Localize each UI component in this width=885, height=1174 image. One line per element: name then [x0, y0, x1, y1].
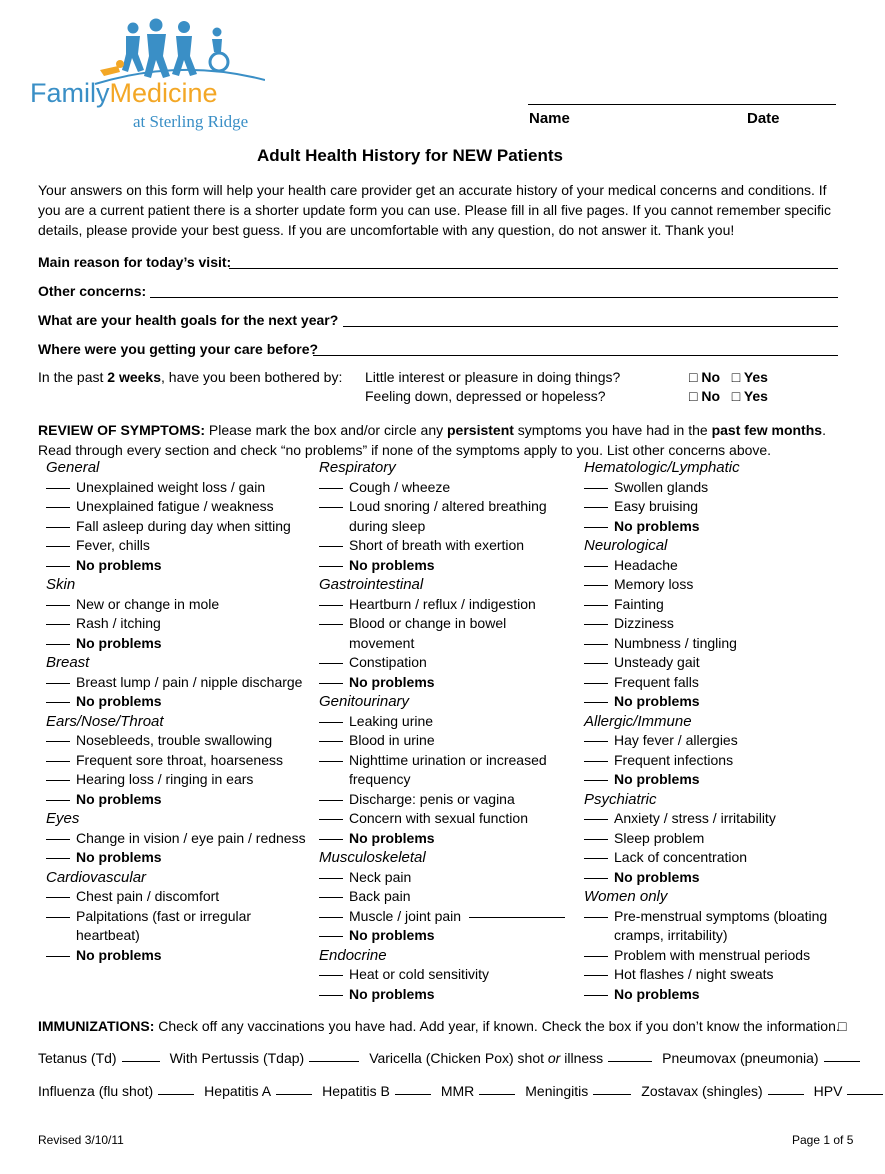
- symptom-label: No problems: [76, 946, 162, 963]
- symptom-item: [46, 674, 302, 690]
- check-blank[interactable]: [319, 936, 343, 937]
- symptom-item: [46, 771, 253, 787]
- symptom-label: No problems: [614, 693, 700, 709]
- section-heading: Hematologic/Lymphatic: [584, 459, 740, 476]
- check-blank[interactable]: [46, 956, 70, 957]
- symptom-label: Rash / itching: [76, 615, 161, 631]
- prior-care-label: Where were you getting your care before?: [38, 341, 319, 357]
- symptom-label: Nosebleeds, trouble swallowing: [76, 732, 273, 748]
- check-blank[interactable]: [584, 605, 608, 606]
- symptom-item: [319, 966, 489, 982]
- symptom-label: Headache: [614, 556, 678, 573]
- check-blank[interactable]: [319, 624, 343, 625]
- symptom-item: [584, 732, 738, 748]
- logo-text-family: Family: [30, 78, 110, 108]
- symptom-label: No problems: [614, 771, 700, 787]
- symptom-label: Dizziness: [614, 615, 674, 631]
- check-blank[interactable]: [319, 839, 343, 840]
- no-problems-item: [584, 518, 700, 534]
- no-problems-item: [46, 791, 162, 807]
- symptom-item: [46, 888, 219, 904]
- symptom-label: No problems: [76, 634, 162, 651]
- symptom-label: Cough / wheeze: [349, 478, 451, 495]
- screen-q2-options: [689, 388, 768, 404]
- check-blank[interactable]: [319, 546, 343, 547]
- joint-pain-detail-field[interactable]: [469, 917, 565, 918]
- immunization-item: HPV: [814, 1083, 885, 1099]
- check-blank[interactable]: [46, 761, 70, 762]
- no-problems-item: [46, 557, 162, 573]
- symptom-item: [584, 479, 708, 495]
- revision-date: Revised 3/10/11: [38, 1133, 124, 1147]
- symptom-label: No problems: [349, 556, 435, 573]
- section-heading: Women only: [584, 888, 668, 905]
- no-problems-item: [584, 869, 700, 885]
- symptom-item: [584, 635, 737, 651]
- no-problems-item: [46, 693, 162, 709]
- check-blank[interactable]: [584, 780, 608, 781]
- section-heading: Respiratory: [319, 459, 396, 476]
- check-blank[interactable]: [584, 741, 608, 742]
- check-blank[interactable]: [319, 722, 343, 723]
- practice-logo: [30, 18, 300, 138]
- check-blank[interactable]: [46, 917, 70, 918]
- symptom-label: No problems: [614, 868, 700, 885]
- other-concerns-label: Other concerns:: [38, 283, 147, 299]
- symptom-item: [319, 479, 450, 495]
- symptom-item: [584, 674, 699, 690]
- symptom-item: [319, 713, 433, 729]
- symptom-label: No problems: [76, 556, 162, 573]
- symptom-label: Easy bruising: [614, 498, 699, 514]
- prior-care-field[interactable]: [313, 355, 838, 356]
- check-blank[interactable]: [319, 995, 343, 996]
- symptom-label: Swollen glands: [614, 478, 709, 495]
- symptom-label: Hot flashes / night sweats: [614, 966, 774, 982]
- symptom-label: Concern with sexual function: [349, 810, 528, 826]
- q2-no-checkbox[interactable]: □: [689, 388, 698, 404]
- page-number: Page 1 of 5: [792, 1133, 854, 1147]
- symptom-item: [319, 888, 410, 904]
- symptom-label: Neck pain: [349, 868, 412, 885]
- immunization-year-field[interactable]: [479, 1094, 515, 1095]
- check-blank[interactable]: [46, 858, 70, 859]
- symptom-item: [584, 576, 693, 592]
- symptom-item: [584, 557, 678, 573]
- symptom-item: [584, 849, 747, 865]
- symptom-label: Fall asleep during day when sitting: [76, 517, 291, 534]
- screen-lead: In the past 2 weeks, have you been bothered by:: [38, 369, 343, 385]
- symptom-continuation: during sleep: [349, 517, 426, 534]
- check-blank[interactable]: [319, 800, 343, 801]
- symptom-label: No problems: [349, 673, 435, 690]
- symptom-label: Hearing loss / ringing in ears: [76, 771, 254, 787]
- symptom-label: Palpitations (fast or irregular: [76, 907, 252, 924]
- no-problems-item: [46, 849, 162, 865]
- section-heading: Eyes: [46, 810, 80, 827]
- symptom-item: [584, 947, 810, 963]
- check-blank[interactable]: [46, 624, 70, 625]
- health-goals-field[interactable]: [343, 326, 838, 327]
- section-heading: Genitourinary: [319, 693, 410, 710]
- check-blank[interactable]: [584, 956, 608, 957]
- check-blank[interactable]: [584, 566, 608, 567]
- no-problems-item: [584, 771, 700, 787]
- check-blank[interactable]: [46, 780, 70, 781]
- symptom-label: No problems: [349, 985, 435, 1002]
- section-heading: Musculoskeletal: [319, 849, 426, 866]
- symptom-label: Unexplained fatigue / weakness: [76, 498, 274, 514]
- symptom-item: [584, 810, 776, 826]
- check-blank[interactable]: [584, 878, 608, 879]
- check-blank[interactable]: [46, 507, 70, 508]
- symptom-item: [46, 498, 274, 514]
- q2-yes-checkbox[interactable]: □: [731, 388, 741, 404]
- symptom-label: Unexplained weight loss / gain: [76, 478, 266, 495]
- check-blank[interactable]: [584, 761, 608, 762]
- check-blank[interactable]: [584, 663, 608, 664]
- symptom-item: [319, 537, 524, 553]
- no-problems-item: [319, 674, 435, 690]
- symptom-continuation: heartbeat): [76, 927, 140, 943]
- symptom-item: [319, 596, 536, 612]
- symptom-label: Fainting: [614, 595, 664, 612]
- check-blank[interactable]: [319, 507, 343, 508]
- symptom-item: [46, 830, 306, 846]
- symptom-label: Frequent infections: [614, 751, 734, 768]
- symptom-continuation: movement: [349, 634, 415, 651]
- q1-yes-label: Yes: [743, 369, 768, 385]
- q2-yes-label: Yes: [743, 388, 768, 404]
- check-blank[interactable]: [584, 839, 608, 840]
- form-title: Adult Health History for NEW Patients: [256, 146, 564, 165]
- check-blank[interactable]: [584, 624, 608, 625]
- symptom-label: Sleep problem: [614, 829, 705, 846]
- symptom-label: Hay fever / allergies: [614, 732, 738, 748]
- symptom-item: [46, 596, 219, 612]
- symptom-item: [46, 752, 283, 768]
- symptom-item: [319, 810, 528, 826]
- check-blank[interactable]: [46, 683, 70, 684]
- immunization-year-field[interactable]: [309, 1061, 359, 1062]
- section-heading: Ears/Nose/Throat: [46, 712, 164, 730]
- check-blank[interactable]: [319, 605, 343, 606]
- symptom-label: No problems: [76, 693, 162, 709]
- symptom-label: Heartburn / reflux / indigestion: [349, 595, 536, 612]
- name-date-line[interactable]: [528, 104, 836, 105]
- symptom-continuation: cramps, irritability): [614, 927, 728, 943]
- check-blank[interactable]: [319, 741, 343, 742]
- symptom-item: [584, 654, 700, 670]
- symptom-label: Nighttime urination or increased: [349, 751, 547, 768]
- intro-paragraph: Your answers on this form will help your health care provider get an accurate history of your medical concerns and conditions. If you are a current patient there is a shorter update form you can use. Please fill in all five pages. If you cannot remember specific details, please provide your best guess. If you are uncomfortable with any question, do not answer it. Thank you!: [38, 182, 831, 238]
- logo-subtitle: at Sterling Ridge: [133, 112, 249, 131]
- symptom-label: No problems: [614, 985, 700, 1002]
- symptom-item: [319, 654, 427, 670]
- immunization-item: Influenza (flu shot): [38, 1083, 204, 1099]
- immunization-item: Tetanus (Td): [38, 1050, 170, 1066]
- check-blank[interactable]: [46, 897, 70, 898]
- symptom-label: Pre-menstrual symptoms (bloating: [614, 907, 828, 924]
- main-reason-field[interactable]: [229, 268, 838, 269]
- symptom-item: [584, 966, 774, 982]
- logo-text-medicine: Medicine: [109, 78, 218, 108]
- symptom-label: Back pain: [349, 888, 411, 904]
- symptom-item: [319, 752, 547, 768]
- symptom-item: [584, 615, 674, 631]
- symptom-item: [584, 498, 698, 514]
- no-problems-item: [319, 557, 435, 573]
- symptom-label: Loud snoring / altered breathing: [349, 498, 547, 514]
- symptom-label: Lack of concentration: [614, 849, 748, 865]
- screen-question-1: Little interest or pleasure in doing things?: [365, 369, 621, 385]
- check-blank[interactable]: [46, 644, 70, 645]
- symptom-label: Heat or cold sensitivity: [349, 966, 490, 982]
- symptom-item: [46, 479, 265, 495]
- no-problems-item: [319, 830, 435, 846]
- symptom-item: [319, 869, 411, 885]
- check-blank[interactable]: [319, 917, 343, 918]
- immunization-row-1: [38, 1050, 870, 1066]
- immunizations-unknown-checkbox[interactable]: □: [838, 1018, 847, 1034]
- check-blank[interactable]: [319, 761, 343, 762]
- section-heading: Gastrointestinal: [319, 576, 424, 593]
- check-blank[interactable]: [584, 683, 608, 684]
- check-blank[interactable]: [319, 897, 343, 898]
- symptom-item: [46, 615, 161, 631]
- immunization-year-field[interactable]: [824, 1061, 860, 1062]
- symptom-label: Discharge: penis or vagina: [349, 790, 515, 807]
- immunization-year-field[interactable]: [593, 1094, 631, 1095]
- no-problems-item: [46, 947, 162, 963]
- q1-no-label: No: [701, 369, 721, 385]
- symptom-item: [46, 908, 251, 924]
- screen-question-2: Feeling down, depressed or hopeless?: [365, 388, 606, 404]
- immunization-year-field[interactable]: [122, 1061, 160, 1062]
- immunization-year-field[interactable]: [395, 1094, 431, 1095]
- symptom-label: Numbness / tingling: [614, 634, 737, 651]
- ros-instructions: REVIEW OF SYMPTOMS: Please mark the box and/or circle any persistent symptoms you have had in the past few months. Read through every section and check “no problems” if none of the symptoms apply to you. List other concerns above.: [38, 422, 826, 458]
- section-heading: Endocrine: [319, 946, 387, 964]
- immunization-item: Varicella (Chicken Pox) shot or illness: [369, 1050, 662, 1066]
- check-blank[interactable]: [46, 488, 70, 489]
- symptom-item: [584, 908, 827, 924]
- immunizations-instructions: IMMUNIZATIONS: Check off any vaccinations you have had. Add year, if known. Check the box if you don’t know the information.: [38, 1018, 840, 1034]
- symptom-label: Blood or change in bowel: [349, 615, 507, 631]
- check-blank[interactable]: [584, 507, 608, 508]
- symptom-item: [46, 537, 150, 553]
- section-heading: Allergic/Immune: [584, 712, 692, 730]
- symptom-label: Muscle / joint pain: [349, 907, 462, 924]
- section-heading: Neurological: [584, 537, 668, 554]
- main-reason-label: Main reason for today’s visit:: [38, 254, 232, 270]
- immunization-item: Hepatitis A: [204, 1083, 322, 1099]
- check-blank[interactable]: [319, 975, 343, 976]
- symptom-label: No problems: [614, 517, 700, 534]
- check-blank[interactable]: [46, 741, 70, 742]
- immunization-year-field[interactable]: [276, 1094, 312, 1095]
- symptom-label: Short of breath with exertion: [349, 537, 525, 553]
- symptom-label: No problems: [76, 790, 162, 807]
- check-blank[interactable]: [46, 527, 70, 528]
- check-blank[interactable]: [46, 800, 70, 801]
- section-heading: Psychiatric: [584, 790, 657, 808]
- check-blank[interactable]: [319, 683, 343, 684]
- symptom-item: [584, 752, 733, 768]
- section-heading: General: [46, 459, 100, 476]
- check-blank[interactable]: [46, 566, 70, 567]
- date-label: Date: [747, 110, 780, 127]
- immunization-year-field[interactable]: [158, 1094, 194, 1095]
- check-blank[interactable]: [319, 566, 343, 567]
- section-heading: Skin: [46, 576, 76, 593]
- check-blank[interactable]: [319, 663, 343, 664]
- screen-q1-options: [689, 369, 768, 385]
- section-heading: Breast: [46, 654, 90, 671]
- immunization-year-field[interactable]: [608, 1061, 652, 1062]
- symptom-label: New or change in mole: [76, 595, 220, 612]
- check-blank[interactable]: [46, 839, 70, 840]
- check-blank[interactable]: [584, 819, 608, 820]
- immunization-item: With Pertussis (Tdap): [170, 1050, 370, 1066]
- no-problems-item: [584, 986, 700, 1002]
- immunization-item: Zostavax (shingles): [641, 1083, 813, 1099]
- symptom-item: [319, 732, 435, 748]
- q2-no-label: No: [701, 388, 721, 404]
- q1-no-checkbox[interactable]: □: [689, 369, 698, 385]
- check-blank[interactable]: [46, 605, 70, 606]
- symptom-label: Memory loss: [614, 576, 694, 592]
- check-blank[interactable]: [584, 995, 608, 996]
- immunization-item: MMR: [441, 1083, 525, 1099]
- check-blank[interactable]: [584, 527, 608, 528]
- no-problems-item: [319, 927, 435, 943]
- name-label: Name: [529, 110, 570, 127]
- no-problems-item: [46, 635, 162, 651]
- symptom-label: Constipation: [349, 654, 427, 670]
- no-problems-item: [584, 693, 700, 709]
- check-blank[interactable]: [319, 488, 343, 489]
- check-blank[interactable]: [319, 878, 343, 879]
- symptom-label: No problems: [76, 849, 162, 865]
- symptom-item: [584, 596, 664, 612]
- symptom-item: [319, 791, 515, 807]
- symptom-label: No problems: [349, 829, 435, 846]
- symptom-label: Frequent sore throat, hoarseness: [76, 751, 284, 768]
- check-blank[interactable]: [584, 975, 608, 976]
- symptom-item: [319, 615, 506, 631]
- symptom-label: Unsteady gait: [614, 654, 700, 670]
- symptom-label: Breast lump / pain / nipple discharge: [76, 673, 303, 690]
- check-blank[interactable]: [319, 819, 343, 820]
- no-problems-item: [319, 986, 435, 1002]
- symptom-item: [46, 732, 272, 748]
- symptom-label: Leaking urine: [349, 712, 434, 729]
- symptom-item: [46, 518, 291, 534]
- immunization-row-2: [38, 1083, 885, 1099]
- symptom-label: Frequent falls: [614, 673, 699, 690]
- section-heading: Cardiovascular: [46, 868, 147, 886]
- symptom-label: Blood in urine: [349, 732, 435, 748]
- symptom-label: Chest pain / discomfort: [76, 888, 220, 904]
- immunization-item: Hepatitis B: [322, 1083, 441, 1099]
- symptom-label: Anxiety / stress / irritability: [614, 810, 776, 826]
- symptom-label: Change in vision / eye pain / redness: [76, 829, 306, 846]
- symptom-item: [584, 830, 704, 846]
- immunization-year-field[interactable]: [847, 1094, 883, 1095]
- immunization-item: Meningitis: [525, 1083, 641, 1099]
- symptom-label: Problem with menstrual periods: [614, 946, 811, 963]
- symptom-continuation: frequency: [349, 771, 411, 787]
- check-blank[interactable]: [584, 702, 608, 703]
- symptom-item: [319, 908, 571, 924]
- check-blank[interactable]: [46, 546, 70, 547]
- symptom-label: Fever, chills: [76, 537, 150, 553]
- immunization-item: Pneumovax (pneumonia): [662, 1050, 869, 1066]
- check-blank[interactable]: [584, 917, 608, 918]
- check-blank[interactable]: [46, 702, 70, 703]
- symptom-item: [319, 498, 547, 514]
- other-concerns-field[interactable]: [150, 297, 838, 298]
- check-blank[interactable]: [584, 644, 608, 645]
- immunization-year-field[interactable]: [768, 1094, 804, 1095]
- check-blank[interactable]: [584, 858, 608, 859]
- check-blank[interactable]: [584, 585, 608, 586]
- symptom-label: No problems: [349, 927, 435, 943]
- q1-yes-checkbox[interactable]: □: [731, 369, 741, 385]
- health-goals-label: What are your health goals for the next year?: [38, 312, 339, 328]
- check-blank[interactable]: [584, 488, 608, 489]
